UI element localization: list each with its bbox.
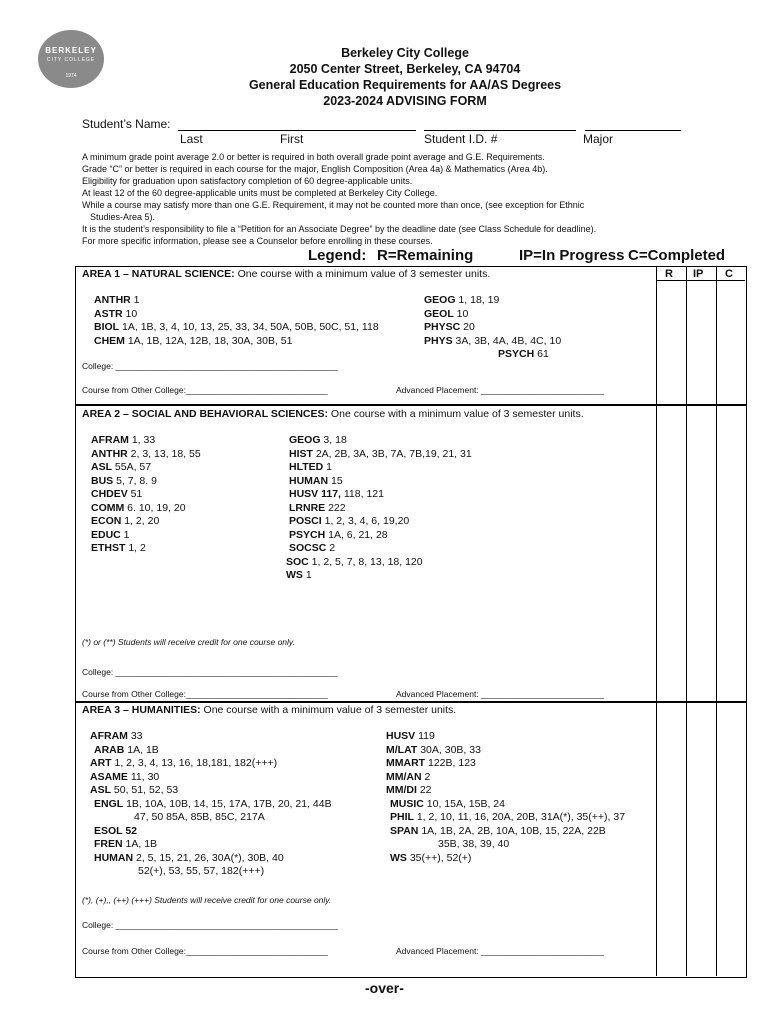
course-line: ENGL 1B, 10A, 10B, 14, 15, 17A, 17B, 20, 21, 44B <box>94 797 332 810</box>
area1-courses-right <box>424 294 561 362</box>
course-line: PHYSC 20 <box>424 321 475 333</box>
student-id-field-line[interactable] <box>424 130 576 131</box>
area3-credit-note: (*), (+),, (++) (+++) Students will receive credit for one course only. <box>82 895 332 905</box>
column-header-rule <box>656 280 745 281</box>
student-id-label: Student I.D. # <box>424 132 498 146</box>
form-subtitle: General Education Requirements for AA/AS Degrees <box>248 78 562 92</box>
course-line: PSYCH 1A, 6, 21, 28 <box>289 528 388 541</box>
course-line: HIST 2A, 2B, 3A, 3B, 7A, 7B,19, 21, 31 <box>289 447 472 460</box>
college-address: 2050 Center Street, Berkeley, CA 94704 <box>289 62 521 76</box>
course-line: AFRAM 33 <box>90 730 143 742</box>
course-line: WS 1 <box>286 569 312 581</box>
course-line: ASL 50, 51, 52, 53 <box>90 784 179 796</box>
course-line: COMM 6. 10, 19, 20 <box>91 501 186 514</box>
legend-in-progress: IP=In Progress <box>519 247 625 264</box>
area2-other-college-field[interactable]: Course from Other College:______________________________ <box>82 689 328 699</box>
college-logo: BERKELEY CITY COLLEGE 1974 <box>38 30 104 88</box>
note-counselor: For more specific information, please see a Counselor before enrolling in these courses. <box>82 236 433 246</box>
legend-remaining: R=Remaining <box>377 247 474 264</box>
area3-college-field[interactable]: College: _______________________________________________ <box>82 920 338 930</box>
first-label: First <box>280 132 304 146</box>
area1-college-field[interactable]: College: _______________________________________________ <box>82 361 338 371</box>
col-header-ip: IP <box>693 268 704 280</box>
course-line: ARAB 1A, 1B <box>94 743 159 756</box>
area2-courses-left <box>91 434 201 556</box>
course-line: ANTHR 1 <box>94 294 140 306</box>
course-line: PSYCH 61 <box>498 348 549 360</box>
course-line: WS 35(++), 52(+) <box>390 851 472 864</box>
course-line: MMART 122B, 123 <box>386 757 476 769</box>
course-line: MM/DI 22 <box>386 784 432 796</box>
course-line: M/LAT 30A, 30B, 33 <box>386 743 481 756</box>
name-field-line[interactable] <box>178 130 416 131</box>
note-grade-c: Grade “C” or better is required in each course for the major, English Composition (Area 4a) & Mathematics (Area 4b). <box>82 164 548 174</box>
col-divider-ip <box>686 266 687 976</box>
area2-credit-note: (*) or (**) Students will receive credit for one course only. <box>82 637 295 647</box>
course-line: GEOG 1, 18, 19 <box>424 294 500 306</box>
note-gpa: A minimum grade point average 2.0 or better is required in both overall grade point average and G.E. Requirements. <box>82 152 545 162</box>
course-line: 52(+), 53, 55, 57, 182(+++) <box>138 865 265 877</box>
area1-title: AREA 1 – NATURAL SCIENCE: One course with a minimum value of 3 semester units. <box>82 268 491 280</box>
course-line: AFRAM 1, 33 <box>91 434 156 446</box>
course-line: BIOL 1A, 1B, 3, 4, 10, 13, 25, 33, 34, 50A, 50B, 50C, 51, 118 <box>94 321 379 333</box>
note-eligibility: Eligibility for graduation upon satisfactory completion of 60 degree-applicable units. <box>82 176 413 186</box>
course-line: ANTHR 2, 3, 13, 18, 55 <box>91 447 201 460</box>
course-line: CHEM 1A, 1B, 12A, 12B, 18, 30A, 30B, 51 <box>94 334 293 347</box>
course-line: HUMAN 15 <box>289 474 343 487</box>
last-label: Last <box>180 132 203 146</box>
area3-courses-left <box>90 730 332 879</box>
course-line: HUSV 119 <box>386 730 435 742</box>
course-line: ETHST 1, 2 <box>91 542 146 554</box>
area2-courses-right <box>286 434 472 583</box>
course-line: PHYS 3A, 3B, 4A, 4B, 4C, 10 <box>424 334 562 347</box>
student-name-label: Student’s Name: <box>82 117 171 131</box>
course-line: ESOL 52 <box>94 824 137 837</box>
legend-completed: C=Completed <box>628 247 726 264</box>
course-line: BUS 5, 7, 8. 9 <box>91 474 157 487</box>
col-header-c: C <box>725 268 733 280</box>
area1-courses-left <box>94 294 379 348</box>
area1-advanced-placement-field[interactable]: Advanced Placement: __________________________ <box>396 385 604 395</box>
area3-title: AREA 3 – HUMANITIES: One course with a minimum value of 3 semester units. <box>82 704 457 716</box>
course-line: CHDEV 51 <box>91 488 143 500</box>
course-line: MM/AN 2 <box>386 770 431 783</box>
major-label: Major <box>583 132 614 146</box>
course-line: ASL 55A, 57 <box>91 461 152 473</box>
course-line: 35B, 38, 39, 40 <box>438 838 510 850</box>
form-year-title: 2023-2024 ADVISING FORM <box>323 94 487 108</box>
course-line: GEOG 3, 18 <box>289 434 347 446</box>
col-divider-r <box>656 266 657 976</box>
note-petition: It is the student’s responsibility to file a “Petition for an Associate Degree” by the deadline date (see Class Schedule for deadline). <box>82 224 597 234</box>
col-divider-c <box>716 266 717 976</box>
legend-label: Legend: <box>308 247 367 264</box>
course-line: ART 1, 2, 3, 4, 13, 16, 18,181, 182(+++) <box>90 757 278 769</box>
course-line: SPAN 1A, 1B, 2A, 2B, 10A, 10B, 15, 22A, 22B <box>390 824 606 837</box>
area2-college-field[interactable]: College: _______________________________________________ <box>82 667 338 677</box>
course-line: ECON 1, 2, 20 <box>91 515 160 527</box>
course-line: SOC 1, 2, 5, 7, 8, 13, 18, 120 <box>286 555 423 568</box>
area2-title: AREA 2 – SOCIAL AND BEHAVIORAL SCIENCES: One course with a minimum value of 3 semester units. <box>82 408 584 420</box>
course-line: ASTR 10 <box>94 307 138 320</box>
course-line: PHIL 1, 2, 10, 11, 16, 20A, 20B, 31A(*), 35(++), 37 <box>390 811 626 823</box>
course-line: EDUC 1 <box>91 528 130 541</box>
course-line: HUMAN 2, 5, 15, 21, 26, 30A(*), 30B, 40 <box>94 851 284 864</box>
note-ge-once: While a course may satisfy more than one G.E. Requirement, it may not be counted more than once, (see exception for Ethnic <box>82 200 585 210</box>
over-footer: -over- <box>365 980 404 996</box>
area3-courses-right <box>386 730 625 865</box>
note-ge-once-cont: Studies-Area 5). <box>90 212 156 222</box>
course-line: LRNRE 222 <box>289 501 346 514</box>
course-line: SOCSC 2 <box>289 542 336 554</box>
course-line: HUSV 117, 118, 121 <box>289 488 384 500</box>
course-line: FREN 1A, 1B <box>94 838 158 850</box>
college-name: Berkeley City College <box>341 46 469 60</box>
area3-other-college-field[interactable]: Course from Other College:______________________________ <box>82 946 328 956</box>
area1-other-college-field[interactable]: Course from Other College:______________________________ <box>82 385 328 395</box>
course-line: HLTED 1 <box>289 461 332 473</box>
course-line: 47, 50 85A, 85B, 85C, 217A <box>134 811 265 823</box>
area2-advanced-placement-field[interactable]: Advanced Placement: __________________________ <box>396 689 604 699</box>
major-field-line[interactable] <box>585 130 681 131</box>
col-header-r: R <box>665 268 673 280</box>
course-line: POSCI 1, 2, 3, 4, 6, 19,20 <box>289 515 410 527</box>
course-line: ASAME 11, 30 <box>90 770 160 783</box>
course-line: MUSIC 10, 15A, 15B, 24 <box>390 797 505 810</box>
note-12-units: At least 12 of the 60 degree-applicable units must be completed at Berkeley City College. <box>82 188 438 198</box>
area3-advanced-placement-field[interactable]: Advanced Placement: __________________________ <box>396 946 604 956</box>
course-line: GEOL 10 <box>424 307 469 320</box>
